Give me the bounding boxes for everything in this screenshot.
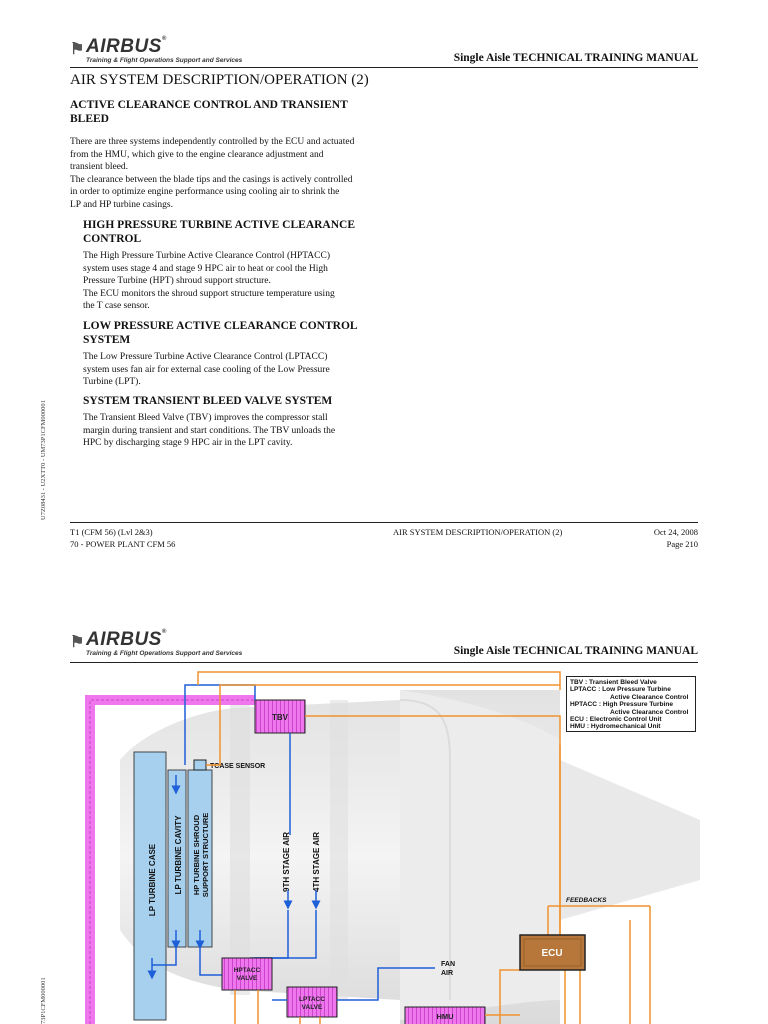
tcase-sensor-label: TCASE SENSOR (210, 763, 266, 770)
lptacc-valve-label-2: VALVE (301, 1004, 323, 1011)
hptacc-heading: HIGH PRESSURE TURBINE ACTIVE CLEARANCE CONTROL (83, 219, 356, 245)
footer-date: Oct 24, 2008 (653, 527, 698, 537)
hmu-label: HMU (436, 1012, 454, 1021)
lptacc-text: The Low Pressure Turbine Active Clearance Control (LPTACC) system uses fan air for external case cooling of the Low Pressure Turbine (LPT). (83, 352, 330, 387)
fan-air-label-1: FAN (441, 961, 455, 968)
legend-line: TBV : Transient Bleed Valve (570, 679, 657, 686)
legend-line: Active Clearance Control (610, 693, 689, 701)
footer-center: AIR SYSTEM DESCRIPTION/OPERATION (2) (393, 527, 563, 537)
legend-line: LPTACC : Low Pressure Turbine (570, 686, 671, 694)
hp-shroud-label-2: SUPPORT STRUCTURE (201, 812, 210, 898)
brand-tagline: Training & Flight Operations Support and Services (86, 650, 243, 657)
hptacc-text: The High Pressure Turbine Active Clearance Control (HPTACC) system uses stage 4 and stage 9 HPC air to heat or cool the High Pressure Turbine (HPT) shroud support structure. The ECU monitors the shroud support structure temperature using the T case sensor. (83, 251, 335, 311)
manual-title: Single Aisle TECHNICAL TRAINING MANUAL (453, 52, 698, 64)
stage4-label: 4TH STAGE AIR (312, 831, 321, 893)
brand-tagline: Training & Flight Operations Support and Services (86, 57, 243, 64)
page-title: AIR SYSTEM DESCRIPTION/OPERATION (2) (70, 72, 369, 88)
lp-turbine-case-label: LP TURBINE CASE (148, 843, 157, 917)
brand-name: AIRBUS® (86, 36, 167, 57)
manual-title-2: Single Aisle TECHNICAL TRAINING MANUAL (453, 645, 698, 657)
legend-line: ECU : Electronic Control Unit (570, 716, 662, 724)
tcase-sensor-box (194, 760, 206, 770)
hptacc-valve-label-2: VALVE (236, 975, 258, 982)
lptacc-valve-label-1: LPTACC (299, 996, 325, 1003)
footer-left-2: 70 - POWER PLANT CFM 56 (70, 539, 176, 549)
airbus-swirl-icon: ⚑ (70, 634, 85, 651)
tbv-heading: SYSTEM TRANSIENT BLEED VALVE SYSTEM (83, 395, 333, 407)
legend-line: HPTACC : High Pressure Turbine (570, 701, 674, 709)
footer-page: Page 210 (666, 539, 698, 549)
side-document-code-2: 73P1CFM000001 (40, 977, 47, 1024)
lptacc-heading: LOW PRESSURE ACTIVE CLEARANCE CONTROL SYSTEM (83, 320, 358, 346)
legend-line: Active Clearance Control (610, 708, 689, 716)
ecu-label: ECU (541, 948, 563, 959)
brand-name: AIRBUS® (86, 629, 167, 650)
legend-line: HMU : Hydromechanical Unit (570, 723, 661, 731)
intro-text: There are three systems independently controlled by the ECU and actuated from the HMU, which give to the engine clearance adjustment and transient bleed. The clearance between the blade tips and the casings is actively controlled in order to optimize engine performance using cooling air to shrink the LP and HP turbine casings. (70, 137, 355, 210)
fan-air-label-2: AIR (441, 970, 454, 977)
stage9-label: 9TH STAGE AIR (282, 831, 291, 893)
hp-shroud-label-1: HP TURBINE SHROUD (192, 814, 201, 896)
lp-turbine-cavity-label: LP TURBINE CAVITY (174, 815, 183, 895)
legend-box (566, 676, 696, 732)
side-document-code: U7Z08431 - U2XTT0 - UM73P1CFM000001 (40, 400, 47, 520)
feedbacks-label: FEEDBACKS (566, 897, 607, 904)
hptacc-valve (222, 958, 272, 990)
airbus-swirl-icon: ⚑ (70, 41, 85, 58)
section-heading: ACTIVE CLEARANCE CONTROL AND TRANSIENT BLEED (70, 99, 348, 125)
tbv-label: TBV (272, 713, 288, 722)
tbv-text: The Transient Bleed Valve (TBV) improves the compressor stall margin during transient and start conditions. The TBV unloads the HPC by discharging stage 9 HPC air in the LPT cavity. (83, 413, 336, 448)
footer-left-1: T1 (CFM 56) (Lvl 2&3) (70, 527, 153, 537)
hptacc-valve-label-1: HPTACC (233, 967, 261, 974)
